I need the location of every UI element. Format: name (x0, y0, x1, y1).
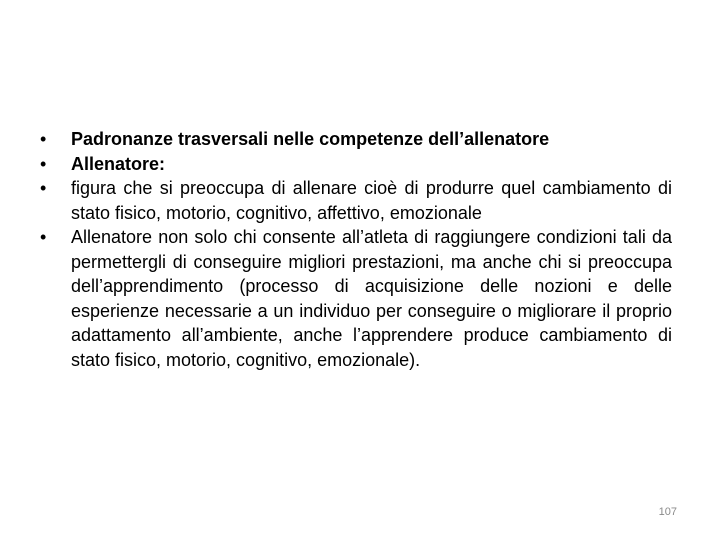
bullet-list (40, 127, 672, 372)
page-number: 107 (658, 506, 677, 518)
bullet-item (40, 225, 672, 372)
bullet-text: figura che si preoccupa di allenare cioè di produrre quel cambiamento di stato fisico, motorio, cognitivo, affettivo, emozionale (71, 178, 672, 223)
bullet-item (40, 127, 672, 152)
bullet-text: Allenatore: (71, 153, 166, 174)
bullet-text: Padronanze trasversali nelle competenze dell’allenatore (71, 129, 550, 149)
bullet-marker: • (40, 227, 47, 247)
bullet-marker: • (40, 129, 47, 149)
bullet-marker: • (40, 178, 47, 198)
bullet-item (40, 176, 672, 225)
bullet-item (40, 152, 672, 177)
bullet-marker: • (40, 153, 47, 174)
bullet-text: Allenatore non solo chi consente all’atleta di raggiungere condizioni tali da permettergli di conseguire migliori prestazioni, ma anche chi si preoccupa dell’apprendimento (processo di acquisizione delle nozioni e delle esperienze necessarie a un individuo per conseguire o migliorare il proprio adattamento all’ambiente, anche l’apprendere produce cambiamento di stato fisico, motorio, cognitivo, emozionale). (71, 227, 672, 370)
